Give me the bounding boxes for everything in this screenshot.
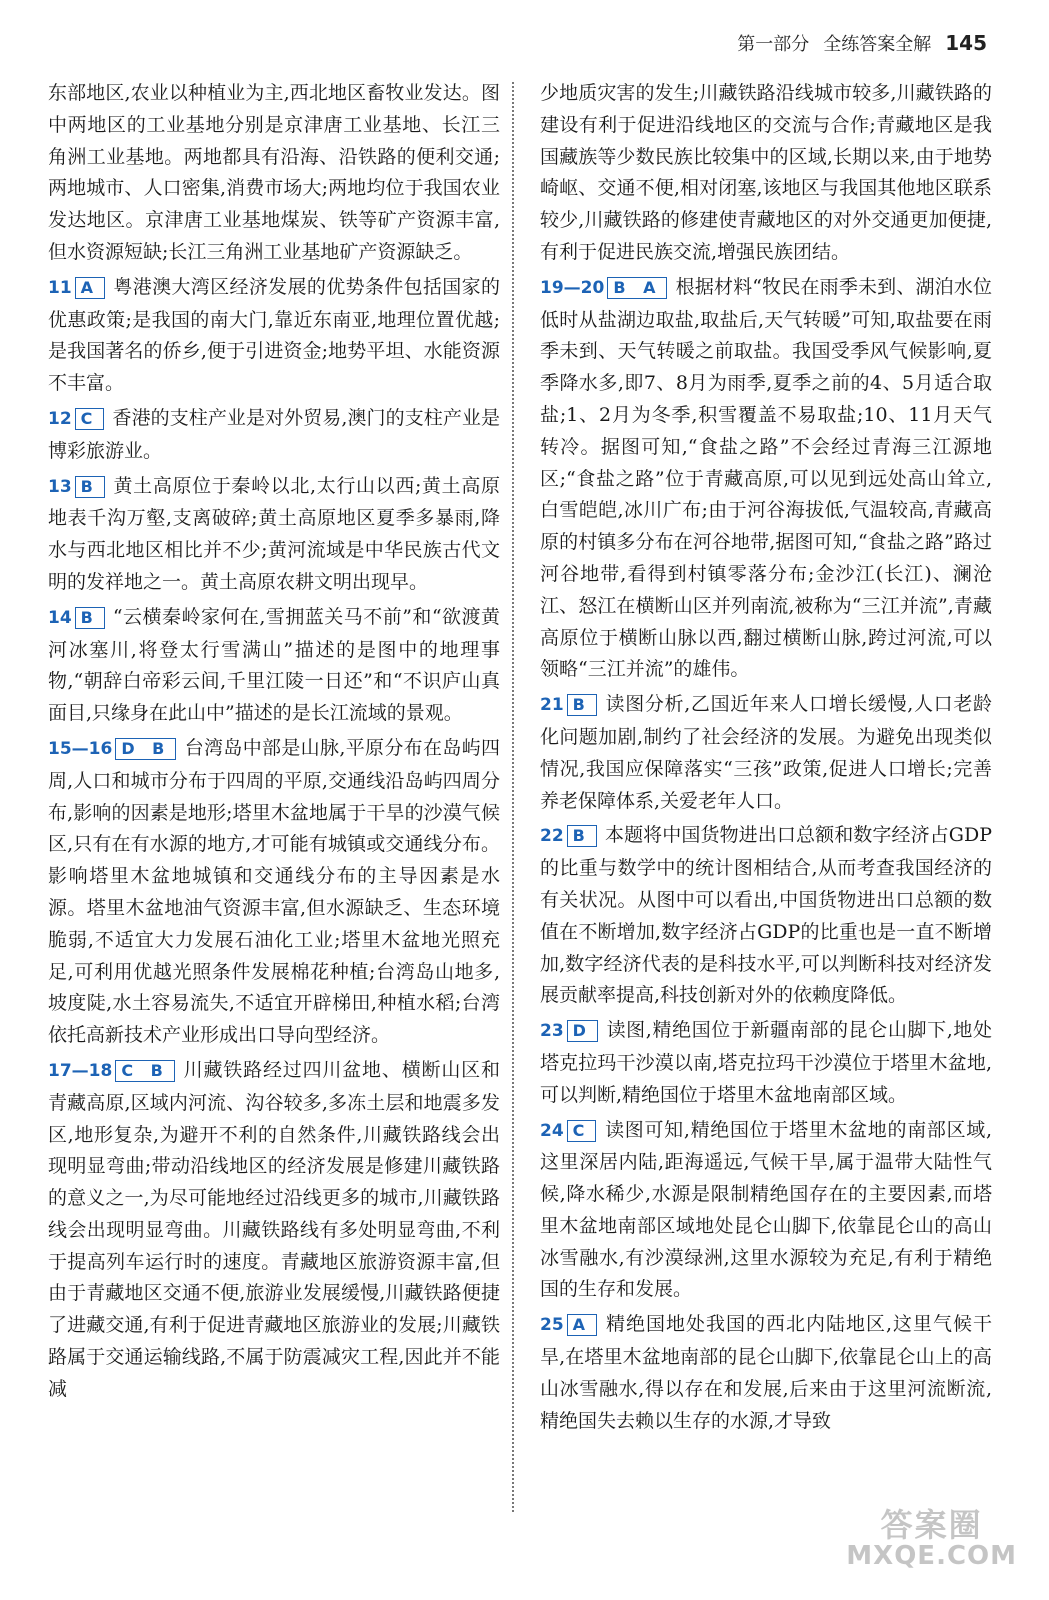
page-number: 145 bbox=[945, 31, 987, 55]
watermark-logo: 答案圈 MXQE.COM bbox=[846, 1506, 1017, 1571]
answer-box: B bbox=[567, 825, 597, 847]
explanation-text: 读图可知,精绝国位于塔里木盆地的南部区域,这里深居内陆,距海遥远,气候干旱,属于温带大陆性气候,降水稀少,水源是限制精绝国存在的主要因素,而塔里木盆地南部区域地处昆仑山脚下,依靠昆仑山的高山冰雪融水,有沙漠绿洲,这里水源较为充足,有利于精绝国的生存和发展。 bbox=[540, 1118, 992, 1301]
explanation-text: 粤港澳大湾区经济发展的优势条件包括国家的优惠政策;是我国的南大门,靠近东南亚,地理位置优越;是我国著名的侨乡,便于引进资金;地势平坦、水能资源不丰富。 bbox=[48, 275, 500, 395]
answer-entry bbox=[48, 403, 500, 468]
answer-box: C bbox=[75, 408, 105, 430]
explanation-text: 本题将中国货物进出口总额和数字经济占GDP的比重与数学中的统计图相结合,从而考查我国经济的有关状况。从图中可以看出,中国货物进出口总额的数值在不断增加,数字经济占GDP的比重也是一直不断增加,数字经济代表的是科技水平,可以判断科技对经济发展贡献率提高,科技创新对外的依赖度降低。 bbox=[540, 824, 992, 1007]
answer-box: A bbox=[567, 1314, 597, 1336]
answer-entry bbox=[540, 1015, 992, 1111]
question-number: 19—20 bbox=[540, 277, 605, 298]
answer-box: B bbox=[567, 694, 597, 716]
answer-entry bbox=[540, 820, 992, 1012]
answer-box: D bbox=[567, 1020, 598, 1042]
continuation-text: 少地质灾害的发生;川藏铁路沿线城市较多,川藏铁路的建设有利于促进沿线地区的交流与合作;青藏地区是我国藏族等少数民族比较集中的区域,长期以来,由于地势崎岖、交通不便,相对闭塞,该地区与我国其他地区联系较少,川藏铁路的修建使青藏地区的对外交通更加便捷,有利于促进民族交流,增强民族团结。 bbox=[540, 82, 992, 263]
answer-box: B bbox=[75, 607, 105, 629]
answer-box: B A bbox=[607, 277, 667, 299]
answer-box: A bbox=[75, 277, 105, 299]
answer-entry bbox=[48, 1055, 500, 1406]
question-number: 12 bbox=[48, 408, 72, 429]
answer-box: C bbox=[567, 1120, 597, 1142]
explanation-text: 台湾岛中部是山脉,平原分布在岛屿四周,人口和城市分布于四周的平原,交通线沿岛屿四周分布,影响的因素是地形;塔里木盆地属于干旱的沙漠气候区,只有在有水源的地方,才可能有城镇或交通线分布。影响塔里木盆地城镇和交通线分布的主导因素是水源。塔里木盆地油气资源丰富,但水源缺乏、生态环境脆弱,不适宜大力发展石油化工业;塔里木盆地光照充足,可利用优越光照条件发展棉花种植;台湾岛山地多,坡度陡,水土容易流失,不适宜开辟梯田,种植水稻;台湾依托高新技术产业形成出口导向型经济。 bbox=[48, 736, 500, 1047]
answer-entry bbox=[540, 689, 992, 817]
question-number: 14 bbox=[48, 607, 72, 628]
question-number: 21 bbox=[540, 695, 564, 716]
page-header bbox=[737, 30, 987, 56]
answer-box: B bbox=[75, 476, 105, 498]
header-title: 全练答案全解 bbox=[823, 34, 932, 55]
question-number: 11 bbox=[48, 277, 72, 298]
answer-entry bbox=[48, 733, 500, 1052]
continuation-text: 东部地区,农业以种植业为主,西北地区畜牧业发达。图中两地区的工业基地分别是京津唐工业基地、长江三角洲工业基地。两地都具有沿海、沿铁路的便利交通;两地城市、人口密集,消费市场大;两地均位于我国农业发达地区。京津唐工业基地煤炭、铁等矿产资源丰富,但水资源短缺;长江三角洲工业基地矿产资源缺乏。 bbox=[48, 82, 500, 263]
answer-entry bbox=[48, 602, 500, 730]
answer-entry bbox=[540, 1309, 992, 1437]
explanation-text: 黄土高原位于秦岭以北,太行山以西;黄土高原地表千沟万壑,支离破碎;黄土高原地区夏季多暴雨,降水与西北地区相比并不少;黄河流域是中华民族古代文明的发祥地之一。黄土高原农耕文明出现早。 bbox=[48, 474, 500, 593]
explanation-text: “云横秦岭家何在,雪拥蓝关马不前”和“欲渡黄河冰塞川,将登太行雪满山”描述的是图中的地理事物,“朝辞白帝彩云间,千里江陵一日还”和“不识庐山真面目,只缘身在此山中”描述的是长江流域的景观。 bbox=[48, 605, 500, 725]
question-number: 22 bbox=[540, 826, 564, 847]
explanation-text: 香港的支柱产业是对外贸易,澳门的支柱产业是博彩旅游业。 bbox=[48, 406, 500, 462]
answer-box: D B bbox=[115, 738, 176, 760]
explanation-text: 川藏铁路经过四川盆地、横断山区和青藏高原,区域内河流、沟谷较多,多冻土层和地震多发区,地形复杂,为避开不利的自然条件,川藏铁路线会出现明显弯曲;带动沿线地区的经济发展是修建川藏铁路的意义之一,为尽可能地经过沿线更多的城市,川藏铁路线会出现明显弯曲。川藏铁路线有多处明显弯曲,不利于提高列车运行时的速度。青藏地区旅游资源丰富,但由于青藏地区交通不便,旅游业发展缓慢,川藏铁路便捷了进藏交通,有利于促进青藏地区旅游业的发展;川藏铁路属于交通运输线路,不属于防震减灾工程,因此并不能减 bbox=[48, 1058, 500, 1400]
answer-entry bbox=[540, 272, 992, 686]
answer-box: C B bbox=[115, 1060, 175, 1082]
explanation-text: 根据材料“牧民在雨季未到、湖泊水位低时从盐湖边取盐,取盐后,天气转暖”可知,取盐要在雨季未到、天气转暖之前取盐。我国受季风气候影响,夏季降水多,即7、8月为雨季,夏季之前的4、5月适合取盐;1、2月为冬季,积雪覆盖不易取盐;10、11月天气转冷。据图可知,“食盐之路”不会经过青海三江源地区;“食盐之路”位于青藏高原,可以见到远处高山耸立,白雪皑皑,冰川广布;由于河谷海拔低,气温较高,青藏高原的村镇多分布在河谷地带,据图可知,“食盐之路”路过河谷地带,看得到村镇零落分布;金沙江(长江)、澜沧江、怒江在横断山区并列南流,被称为“三江并流”,青藏高原位于横断山脉以西,翻过横断山脉,跨过河流,可以领略“三江并流”的雄伟。 bbox=[540, 275, 992, 681]
question-number: 23 bbox=[540, 1021, 564, 1042]
left-column bbox=[48, 78, 500, 1409]
question-number: 25 bbox=[540, 1315, 564, 1336]
header-section: 第一部分 bbox=[737, 34, 810, 55]
answer-entry bbox=[48, 272, 500, 400]
answer-entry bbox=[540, 1115, 992, 1307]
question-number: 17—18 bbox=[48, 1060, 113, 1081]
question-number: 15—16 bbox=[48, 738, 113, 759]
explanation-text: 读图分析,乙国近年来人口增长缓慢,人口老龄化问题加剧,制约了社会经济的发展。为避免出现类似情况,我国应保障落实“三孩”政策,促进人口增长;完善养老保障体系,关爱老年人口。 bbox=[540, 693, 992, 812]
question-number: 13 bbox=[48, 476, 72, 497]
explanation-text: 读图,精绝国位于新疆南部的昆仑山脚下,地处塔克拉玛干沙漠以南,塔克拉玛干沙漠位于塔里木盆地,可以判断,精绝国位于塔里木盆地南部区域。 bbox=[540, 1019, 992, 1106]
answer-entry bbox=[48, 471, 500, 599]
right-column bbox=[540, 78, 992, 1440]
question-number: 24 bbox=[540, 1120, 564, 1141]
column-divider bbox=[512, 82, 514, 1512]
explanation-text: 精绝国地处我国的西北内陆地区,这里气候干旱,在塔里木盆地南部的昆仑山脚下,依靠昆仑山上的高山冰雪融水,得以存在和发展,后来由于这里河流断流,精绝国失去赖以生存的水源,才导致 bbox=[540, 1313, 992, 1432]
